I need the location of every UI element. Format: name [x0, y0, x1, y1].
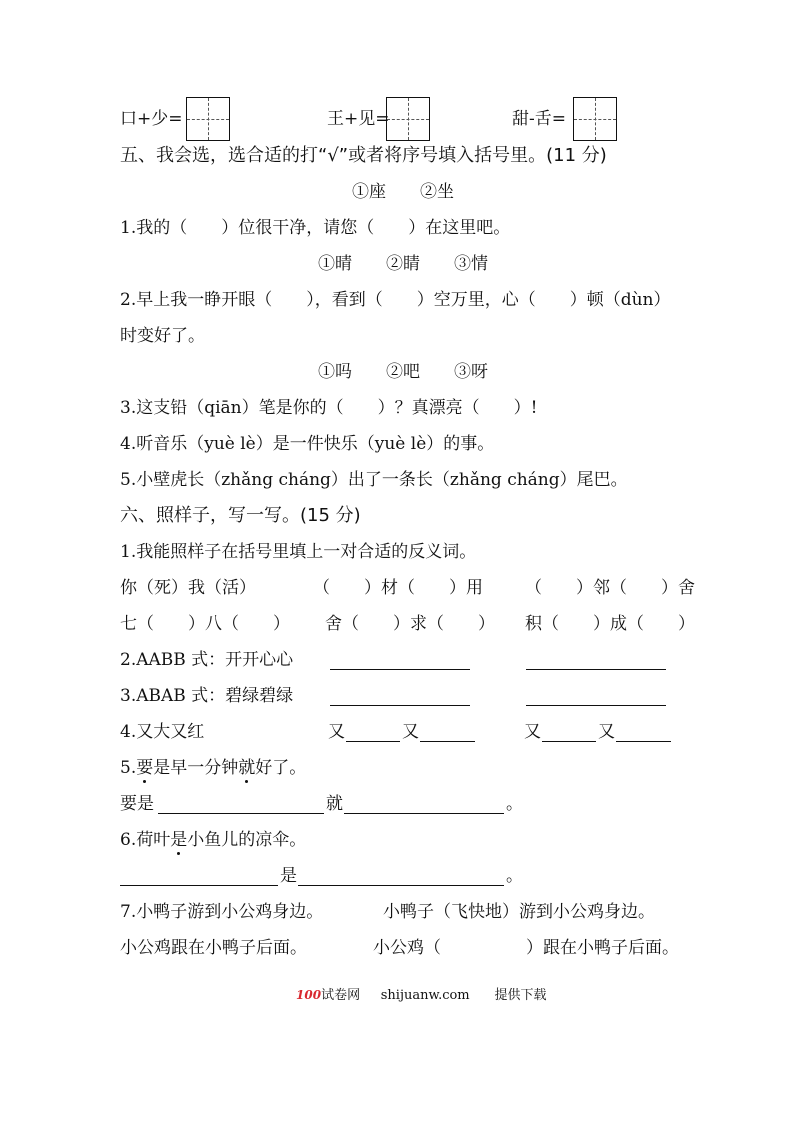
- section6-q1: 1.我能照样子在括号里填上一对合适的反义词。: [120, 542, 477, 562]
- answer-line-q5-1[interactable]: [158, 813, 324, 814]
- answer-line-q6-2[interactable]: [298, 885, 504, 886]
- antonym-item-4: 舍（ ）求（ ）: [325, 614, 495, 634]
- writing-box-2[interactable]: [386, 97, 430, 141]
- q4-word-2: 又: [402, 722, 419, 742]
- writing-box-1[interactable]: [186, 97, 230, 141]
- answer-line-q3-a[interactable]: [330, 705, 470, 706]
- answer-line-q2-a[interactable]: [330, 669, 470, 670]
- answer-line-q4-1[interactable]: [346, 741, 400, 742]
- section5-q2-line2: 时变好了。: [120, 326, 205, 346]
- answer-line-q4-2[interactable]: [420, 741, 475, 742]
- antonym-item-1: （ ）材（ ）用: [313, 578, 483, 598]
- site-domain[interactable]: shijuanw.com: [380, 988, 470, 1003]
- section5-q3: 3.这支铅（qiān）笔是你的（ ）？真漂亮（ ）!: [120, 398, 538, 418]
- emphasis-char-yao: 要: [136, 758, 154, 778]
- q4-word-4: 又: [598, 722, 615, 742]
- emphasis-char-shi: 是: [170, 830, 188, 850]
- q7-row2-blank[interactable]: 小公鸡（ ）跟在小鸭子后面。: [373, 938, 679, 958]
- q7-row1-answer: 小鸭子（飞快地）游到小公鸡身边。: [383, 902, 655, 922]
- q5-fill-end: 。: [506, 794, 523, 814]
- section6-q3: 3.ABAB 式：碧绿碧绿: [120, 686, 294, 706]
- section6-q2: 2.AABB 式：开开心心: [120, 650, 294, 670]
- q5-fill-b: 就: [326, 794, 343, 814]
- section5-q2-line1: 2.早上我一睁开眼（ ），看到（ ）空万里，心（ ）顿（dùn）: [120, 290, 671, 310]
- answer-line-q5-2[interactable]: [344, 813, 504, 814]
- section5-q3-options: ①吗 ②吧 ③呀: [318, 362, 488, 382]
- q5-fill-a: 要是: [120, 794, 154, 814]
- antonym-example: 你（死）我（活）: [120, 578, 256, 598]
- emphasis-char-jiu: 就: [238, 758, 256, 778]
- section6-title: 六、照样子，写一写。(15 分): [120, 505, 361, 526]
- q7-row2-sentence: 小公鸡跟在小鸭子后面。: [120, 938, 307, 958]
- compose-expr-2: 王+见=: [327, 109, 390, 129]
- compose-expr-3: 甜-舌=: [512, 109, 566, 129]
- section5-q5: 5.小壁虎长（zhǎng cháng）出了一条长（zhǎng cháng）尾巴。: [120, 470, 628, 490]
- q7-row1-example: 7.小鸭子游到小公鸡身边。: [120, 902, 324, 922]
- writing-box-3[interactable]: [573, 97, 617, 141]
- footer: [296, 984, 546, 1003]
- answer-line-q3-b[interactable]: [526, 705, 666, 706]
- site-logo: 100: [296, 988, 322, 1002]
- compose-expr-1: 口+少=: [120, 109, 183, 129]
- section5-q4: 4.听音乐（yuè lè）是一件快乐（yuè lè）的事。: [120, 434, 495, 454]
- section6-q4: 4.又大又红: [120, 722, 205, 742]
- section5-q1: 1.我的（ ）位很干净，请您（ ）在这里吧。: [120, 218, 511, 238]
- footer-tagline: 提供下载: [494, 988, 547, 1003]
- answer-line-q6-1[interactable]: [120, 885, 278, 886]
- section6-q5: 5.要是早一分钟就好了。: [120, 758, 307, 778]
- q6-fill-b: 是: [280, 866, 297, 886]
- antonym-item-3: 七（ ）八（ ）: [120, 614, 290, 634]
- antonym-item-5: 积（ ）成（ ）: [525, 614, 695, 634]
- answer-line-q2-b[interactable]: [526, 669, 666, 670]
- q4-word-3: 又: [524, 722, 541, 742]
- section5-title: 五、我会选，选合适的打“√”或者将序号填入括号里。(11 分): [120, 145, 607, 166]
- answer-line-q4-3[interactable]: [542, 741, 596, 742]
- q4-word-1: 又: [328, 722, 345, 742]
- section5-q1-options: ①座 ②坐: [352, 182, 454, 202]
- site-name: 试卷网: [321, 988, 361, 1003]
- answer-line-q4-4[interactable]: [616, 741, 671, 742]
- section6-q6: 6.荷叶是小鱼儿的凉伞。: [120, 830, 307, 850]
- section5-q2-options: ①晴 ②睛 ③情: [318, 254, 488, 274]
- q6-fill-end: 。: [506, 866, 523, 886]
- antonym-item-2: （ ）邻（ ）舍: [525, 578, 695, 598]
